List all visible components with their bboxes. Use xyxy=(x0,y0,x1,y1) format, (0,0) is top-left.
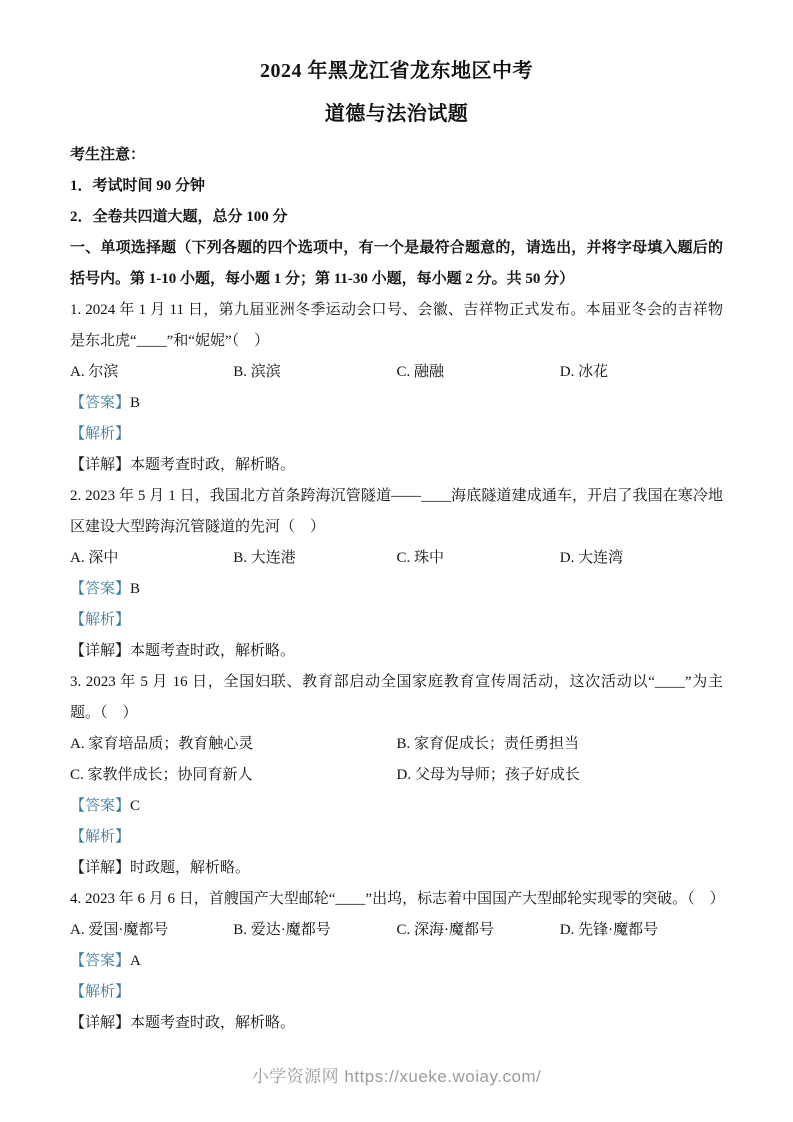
question-block-4 xyxy=(70,884,723,1039)
analysis-line xyxy=(70,822,723,853)
option-b: B. 家育促成长；责任勇担当 xyxy=(396,736,580,752)
option-a: A. 家育培品质；教育触心灵 xyxy=(70,736,254,752)
question-block-3 xyxy=(70,667,723,884)
analysis-line xyxy=(70,977,723,1008)
options-grid xyxy=(70,729,723,791)
detail-label: 【详解】 xyxy=(70,1015,131,1031)
option-d: D. 父母为导师；孩子好成长 xyxy=(396,767,580,783)
answer-value: A xyxy=(130,953,141,969)
answer-label: 【答案】 xyxy=(70,798,131,814)
question-stem: 3. 2023 年 5 月 16 日，全国妇联、教育部启动全国家庭教育宣传周活动，这次活动以“____”为主题。（ ） xyxy=(70,674,723,721)
answer-value: B xyxy=(130,395,141,411)
exam-subtitle: 道德与法治试题 xyxy=(324,103,469,125)
analysis-label: 【解析】 xyxy=(70,612,131,628)
option-c: C. 融融 xyxy=(396,364,445,380)
option-b: B. 滨滨 xyxy=(233,364,281,380)
option-a: A. 尔滨 xyxy=(70,364,119,380)
detail-label: 【详解】 xyxy=(70,457,131,473)
option-d: D. 大连湾 xyxy=(559,550,624,566)
answer-value: C xyxy=(130,798,141,814)
option-d: D. 先锋·魔都号 xyxy=(559,922,659,938)
section-heading: 一、单项选择题（下列各题的四个选项中，有一个是最符合题意的，请选出，并将字母填入题后的括号内。第 1-10 小题，每小题 1 分；第 11-30 小题，每小题 2 分。共 50 分） xyxy=(70,240,723,287)
analysis-label: 【解析】 xyxy=(70,426,131,442)
detail-line xyxy=(70,636,723,667)
detail-label: 【详解】 xyxy=(70,860,131,876)
analysis-line xyxy=(70,419,723,450)
question-stem: 1. 2024 年 1 月 11 日，第九届亚洲冬季运动会口号、会徽、吉祥物正式发布。本届亚冬会的吉祥物是东北虎“____”和“妮妮”（ ） xyxy=(70,302,723,349)
answer-value: B xyxy=(130,581,141,597)
option-a: A. 爱国·魔都号 xyxy=(70,922,169,938)
detail-text: 本题考查时政，解析略。 xyxy=(130,643,296,659)
detail-line xyxy=(70,1008,723,1039)
answer-label: 【答案】 xyxy=(70,581,131,597)
detail-text: 时政题，解析略。 xyxy=(130,860,251,876)
option-c: C. 家教伴成长；协同育新人 xyxy=(70,767,253,783)
option-c: C. 深海·魔都号 xyxy=(396,922,495,938)
question-stem: 4. 2023 年 6 月 6 日，首艘国产大型邮轮“____”出坞，标志着中国国产大型邮轮实现零的突破。（ ） xyxy=(70,891,725,907)
question-stem: 2. 2023 年 5 月 1 日，我国北方首条跨海沉管隧道——____海底隧道建成通车，开启了我国在寒冷地区建设大型跨海沉管隧道的先河（ ） xyxy=(70,488,723,535)
option-c: C. 珠中 xyxy=(396,550,445,566)
analysis-label: 【解析】 xyxy=(70,984,131,1000)
detail-text: 本题考查时政，解析略。 xyxy=(130,1015,296,1031)
option-a: A. 深中 xyxy=(70,550,119,566)
options-row xyxy=(70,543,723,574)
detail-text: 本题考查时政，解析略。 xyxy=(130,457,296,473)
question-block-2 xyxy=(70,481,723,667)
detail-line xyxy=(70,450,723,481)
answer-label: 【答案】 xyxy=(70,395,131,411)
watermark-footer: 小学资源网 https://xueke.woiay.com/ xyxy=(251,1067,542,1086)
option-b: B. 大连港 xyxy=(233,550,296,566)
answer-line xyxy=(70,946,723,977)
analysis-line xyxy=(70,605,723,636)
notice-heading: 考生注意： xyxy=(70,147,146,163)
option-d: D. 冰花 xyxy=(559,364,609,380)
answer-line xyxy=(70,791,723,822)
analysis-label: 【解析】 xyxy=(70,829,131,845)
answer-label: 【答案】 xyxy=(70,953,131,969)
detail-line xyxy=(70,853,723,884)
exam-title: 2024 年黑龙江省龙东地区中考 xyxy=(260,60,533,82)
answer-line xyxy=(70,574,723,605)
detail-label: 【详解】 xyxy=(70,643,131,659)
notice-item-2: 2．全卷共四道大题，总分 100 分 xyxy=(70,209,288,225)
options-row xyxy=(70,357,723,388)
answer-line xyxy=(70,388,723,419)
option-b: B. 爱达·魔都号 xyxy=(233,922,331,938)
options-row xyxy=(70,915,723,946)
question-block-1 xyxy=(70,295,723,481)
notice-item-1: 1．考试时间 90 分钟 xyxy=(70,178,206,194)
